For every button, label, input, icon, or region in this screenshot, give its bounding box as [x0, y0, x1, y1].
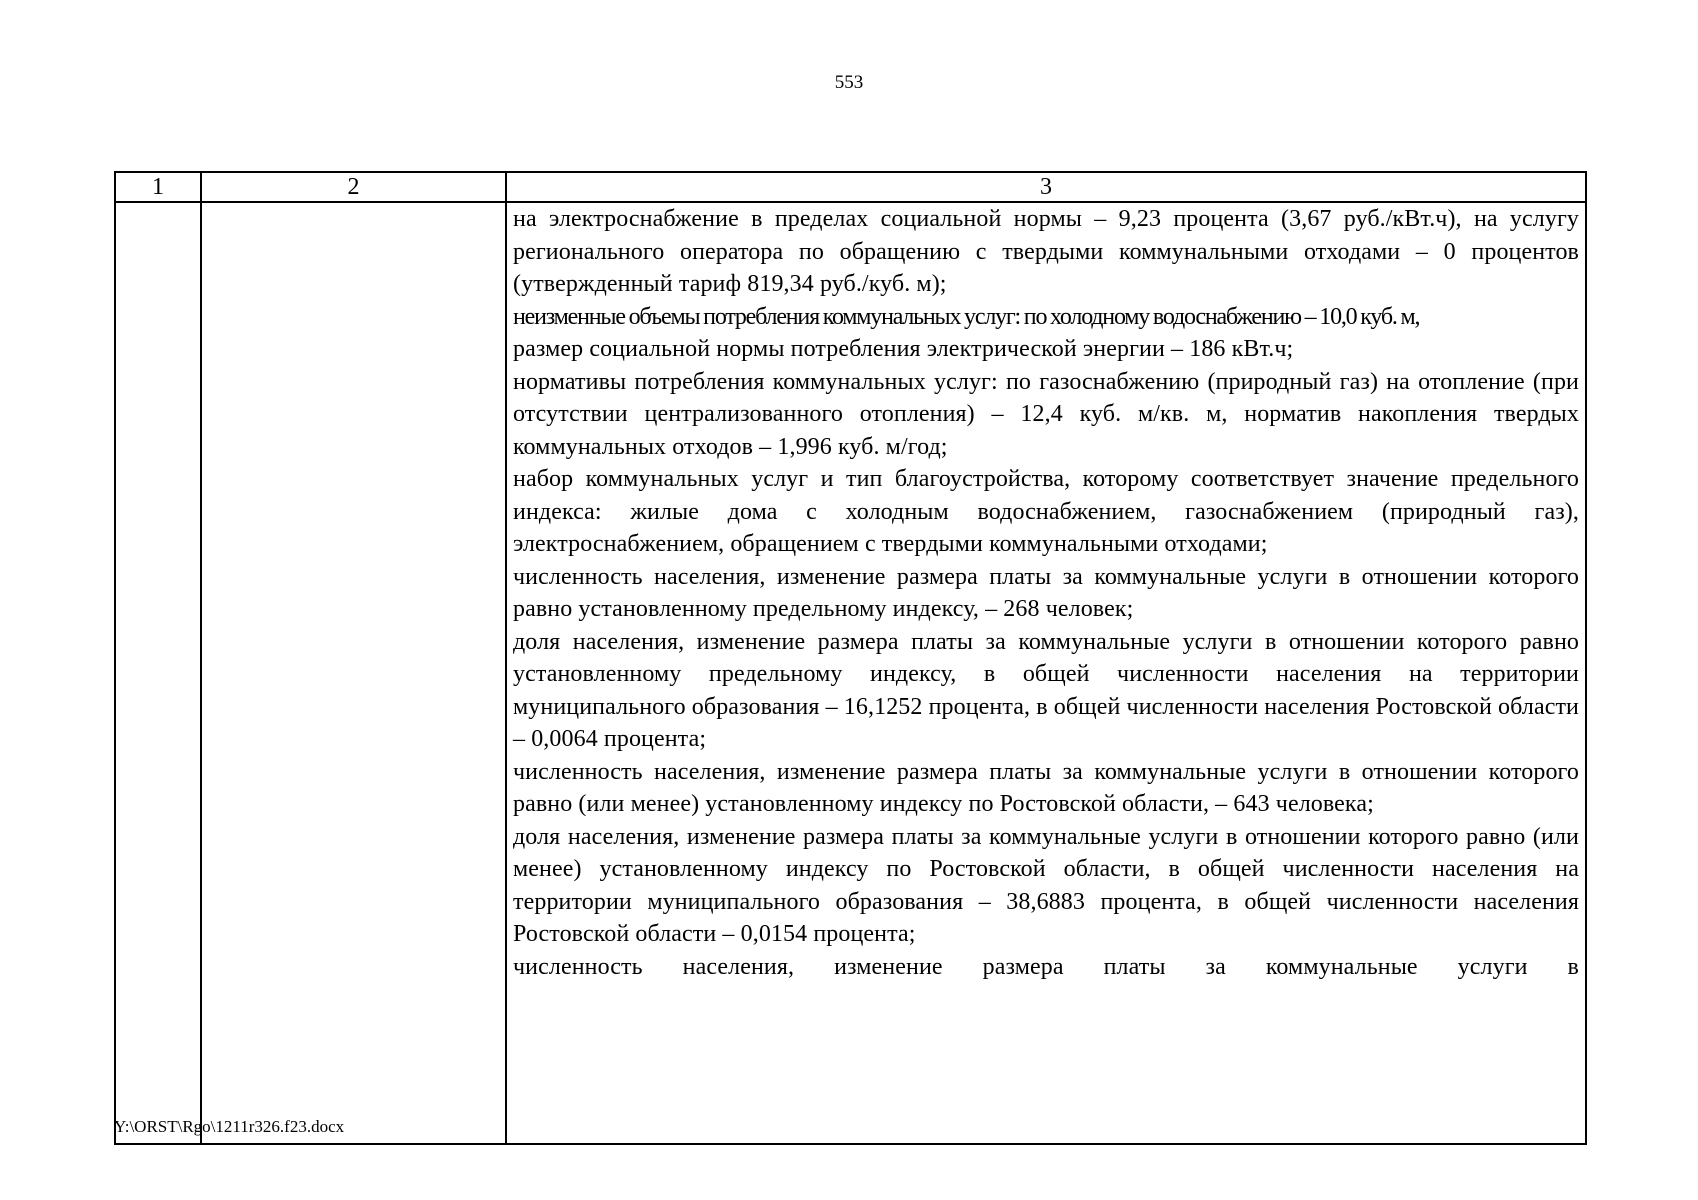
column-2-cell [201, 202, 506, 1144]
paragraph-consumption-norms: нормативы потребления коммунальных услуг: по газоснабжению (природный газ) на отопление (при отсутствии централизованного отопления) – 12,4 куб. м/кв. м, норматив накопления твердых коммунальных отходов – 1,996 куб. м/год; [513, 368, 1579, 460]
main-table [114, 171, 1587, 1145]
paragraph-population-at-limit: численность населения, изменение размера платы за коммунальные услуги в отношении которого равно установленному предельному индексу, – 268 человек; [513, 563, 1579, 622]
content-row [115, 202, 1586, 1144]
paragraph-social-norm: размер социальной нормы потребления электрической энергии – 186 кВт.ч; [513, 336, 1294, 362]
column-header-1: 1 [115, 172, 201, 202]
paragraph-service-set: набор коммунальных услуг и тип благоустройства, которому соответствует значение предельного индекса: жилые дома с холодным водоснабжением, газоснабжением (природный газ), электроснабжением, обращением с твердыми коммунальными отходами; [513, 466, 1579, 557]
paragraph-share-at-limit: доля населения, изменение размера платы за коммунальные услуги в отношении которого равно установленному предельному индексу, в общей численности населения на территории муниципального образования – 16,1252 процента, в общей численности населения Ростовской области – 0,0064 процента; [513, 628, 1579, 752]
paragraph-constant-volumes: неизменные объемы потребления коммунальных услуг: по холодному водоснабжению – 10,0 куб. м, [513, 303, 1420, 330]
header-row [115, 172, 1586, 202]
page-number: 553 [834, 72, 864, 93]
paragraph-tariff-electricity-waste: на электроснабжение в пределах социальной нормы – 9,23 процента (3,67 руб./кВт.ч), на услугу регионального оператора по обращению с твердыми коммунальными отходами – 0 процентов (утвержденный тариф 819,34 руб./куб. м); [513, 206, 1579, 297]
column-header-2: 2 [201, 172, 506, 202]
column-header-3: 3 [506, 172, 1586, 202]
footer-file-path: Y:\ORST\Rgo\1211r326.f23.docx [114, 1117, 345, 1136]
column-1-cell [115, 202, 201, 1144]
paragraph-continued: численность населения, изменение размера платы за коммунальные услуги в [513, 953, 1579, 980]
paragraph-population-below-index: численность населения, изменение размера платы за коммунальные услуги в отношении которого равно (или менее) установленному индексу по Ростовской области, – 643 человека; [513, 758, 1579, 817]
paragraph-share-below-index: доля населения, изменение размера платы за коммунальные услуги в отношении которого равно (или менее) установленному индексу по Ростовской области, в общей численности населения на территории муниципального образования – 38,6883 процента, в общей численности населения Ростовской области – 0,0154 процента; [513, 823, 1579, 947]
column-3-cell [506, 202, 1586, 1144]
